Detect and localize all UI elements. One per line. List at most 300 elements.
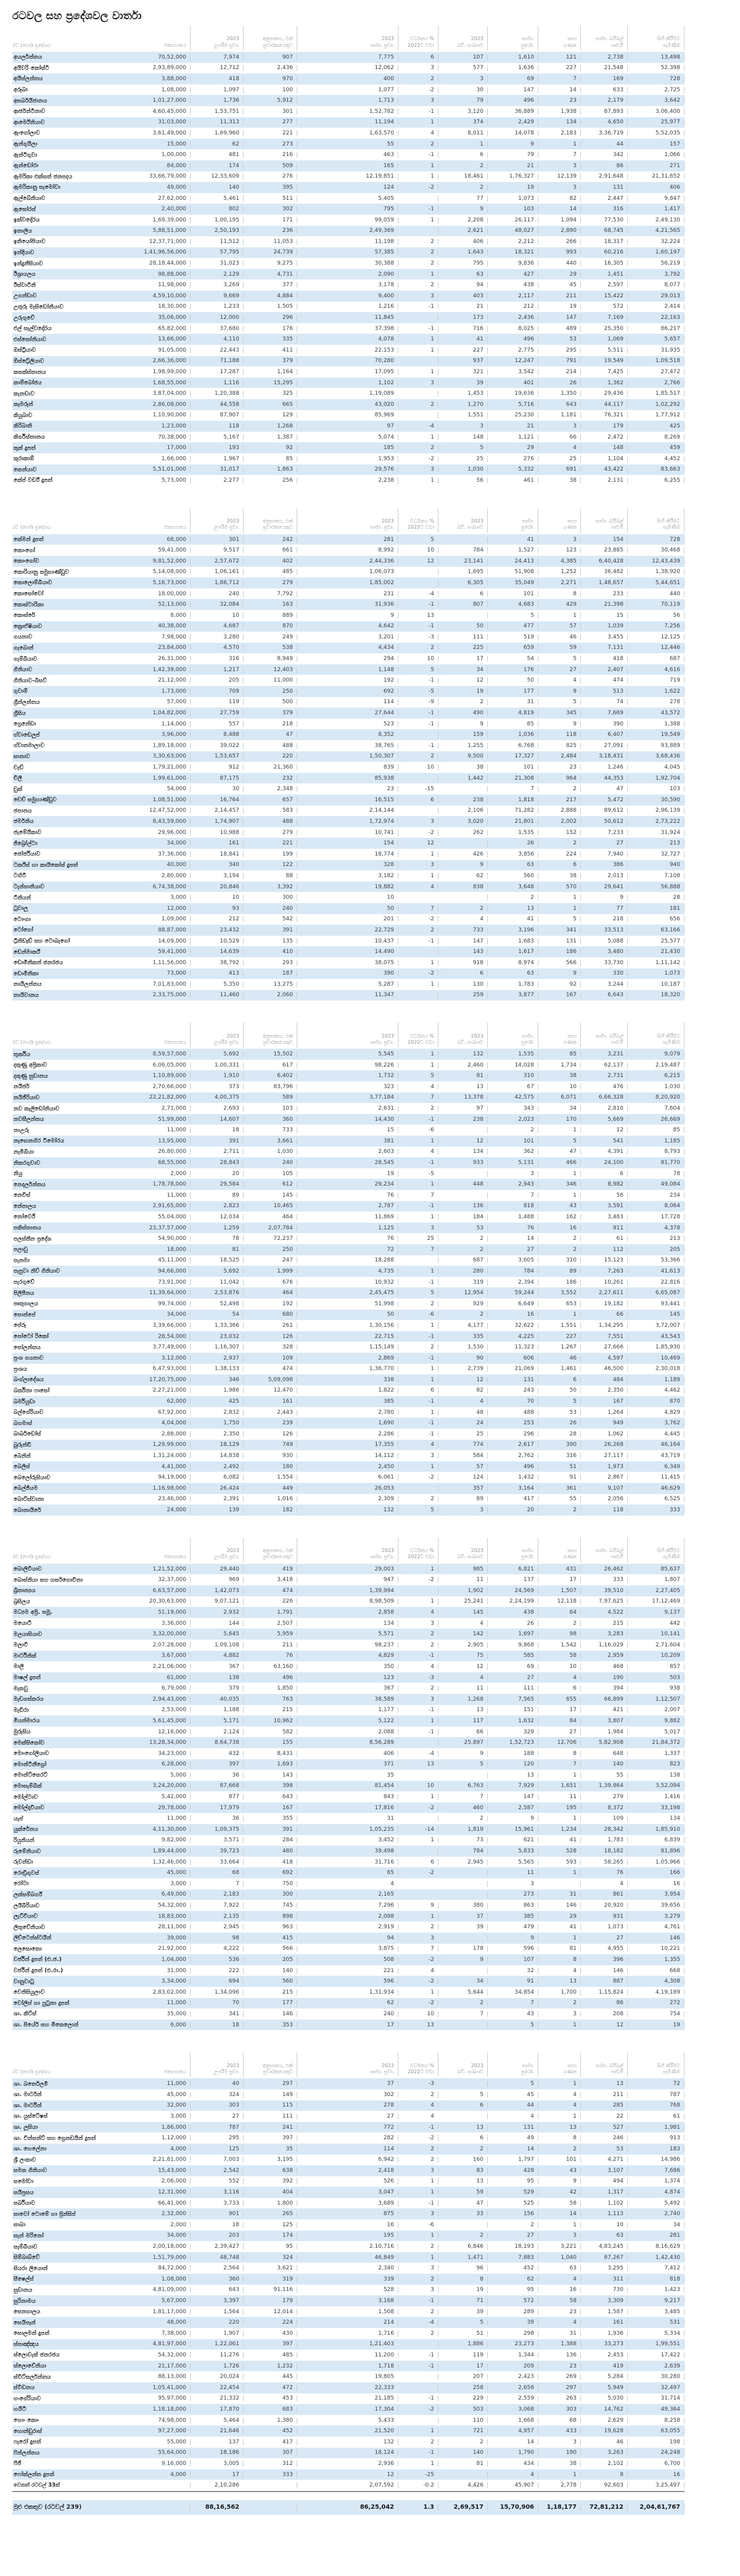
cell-avg-pioneers: 2,394 [487,1279,538,1286]
cell-percent-increase: -4 [398,1751,438,1757]
cell-avg-bible-studies: 10,261 [580,1279,627,1286]
cell-avg-pioneers: 3,164 [487,1485,538,1492]
cell-memorial-attendance: 13,498 [627,54,684,60]
cell-peak-publishers-2023: 54 [190,1311,243,1318]
cell-memorial-attendance: 7,256 [627,623,684,629]
cell-population: 3,87,04,000 [152,390,186,397]
cell-country: රුමේනියාව [14,1847,41,1855]
cell-peak-publishers-2023: 2,492 [190,1464,243,1470]
cell-congregations: 3 [538,423,580,429]
cell-peak-publishers-2023: 536 [190,1957,243,1963]
cell-percent-increase: 5 [398,1290,438,1296]
cell-congregations: 4 [538,2319,580,2326]
cell-avg-bible-studies: 63 [580,2232,627,2239]
cell-population: 1,09,000 [161,916,186,923]
cell-memorial-attendance: 8,16,629 [627,2244,684,2250]
cell-population: 54,000 [166,786,186,793]
cell-avg-publishers-2023: 15 [297,1127,398,1133]
cell-memorial-attendance: 31,714 [627,2395,684,2401]
cell-population: 6,74,38,000 [152,883,186,890]
cell-percent-increase: -2 [398,830,438,836]
cell-population: 34,000 [166,2232,186,2239]
column-header-baptized-2023: 2023 බව්. සංඛ්‍යාව [438,1538,487,1563]
cell-avg-bible-studies: 77 [580,906,627,912]
cell-memorial-attendance: 1,417 [627,206,684,212]
cell-ratio-per-publisher: 24,739 [243,249,297,255]
cell-avg-publishers-2023: 7,296 [297,1902,398,1909]
cell-ratio-per-publisher: 397 [243,2341,297,2347]
cell-avg-pioneers: 34,854 [487,1989,538,1996]
table-row [12,2328,684,2339]
cell-avg-bible-studies: 29,436 [580,390,627,397]
cell-avg-publishers-2023: 282 [297,2135,398,2141]
cell-avg-bible-studies: 167 [580,1398,627,1405]
cell-avg-publishers-2023: 294 [297,656,398,662]
cell-baptized-2023: 6 [438,2102,487,2108]
cell-congregations: 121 [538,54,580,60]
cell-ratio-per-publisher: 11,053 [243,239,297,245]
cell-peak-publishers-2023: 5,167 [190,434,243,440]
cell-avg-bible-studies: 68,745 [580,228,627,234]
cell-avg-pioneers: 1,036 [487,732,538,738]
cell-country: මාලි [14,1663,24,1670]
cell-avg-pioneers: 7,929 [487,1783,538,1789]
cell-memorial-attendance: 1,92,704 [627,775,684,782]
cell-peak-publishers-2023: 1,097 [190,87,243,93]
cell-population: 1,78,78,000 [152,1181,186,1188]
cell-ratio-per-publisher: 143 [243,1772,297,1778]
cell-avg-bible-studies: 418 [580,656,627,662]
cell-avg-pioneers: 1,073 [487,196,538,202]
cell-congregations: 4 [538,1968,580,1974]
cell-avg-publishers-2023: 523 [297,721,398,727]
cell-percent-increase: 4 [398,1149,438,1155]
cell-baptized-2023: 12,954 [438,1290,487,1296]
table-row [12,686,684,697]
cell-avg-publishers-2023: 19,882 [297,884,398,890]
cell-country: ගුවාම් [14,688,28,695]
cell-country: තුර්කිය [14,1051,31,1058]
cell-ratio-per-publisher: 241 [243,2124,297,2131]
column-header-peak-publishers-2023: 2023 උපරිම ප්‍රචා. [190,1538,243,1563]
cell-congregations: 2 [538,1236,580,1242]
cell-avg-bible-studies: 208 [580,2011,627,2017]
cell-peak-publishers-2023: 2,50,193 [190,228,243,234]
cell-country: නෙවිස් [14,1192,30,1199]
cell-avg-bible-studies: 15 [580,613,627,619]
cell-avg-pioneers: 79 [487,152,538,158]
cell-avg-pioneers: 1,488 [487,1214,538,1220]
cell-congregations: 1 [538,2081,580,2087]
cell-peak-publishers-2023: 10 [190,894,243,901]
cell-memorial-attendance: 1,073 [627,970,684,976]
cell-memorial-attendance: 440 [627,591,684,597]
cell-memorial-attendance: 14,986 [627,2157,684,2163]
cell-avg-pioneers: 7,565 [487,1696,538,1703]
cell-country: ඉන්දියාව [14,249,35,256]
cell-baptized-2023: 2,621 [438,228,487,234]
cell-avg-publishers-2023: 31 [297,1815,398,1822]
cell-peak-publishers-2023: 11,460 [190,992,243,998]
cell-avg-pioneers: 596 [487,1946,538,1952]
cell-percent-increase: -1 [398,721,438,727]
cell-congregations: 57 [538,623,580,629]
cell-avg-pioneers: 3,542 [487,369,538,375]
cell-memorial-attendance: 9,079 [627,1051,684,1057]
cell-avg-publishers-2023: 875 [297,2211,398,2217]
cell-percent-increase: 1 [398,477,438,484]
cell-baptized-2023: 4,177 [438,1323,487,1329]
cell-peak-publishers-2023: 16,764 [190,797,243,803]
cell-avg-pioneers: 5 [487,2081,538,2087]
table-row [12,740,684,751]
cell-memorial-attendance: 17,12,469 [627,1598,684,1604]
cell-avg-pioneers: 560 [487,873,538,879]
table-row [12,1954,684,1965]
cell-avg-bible-studies: 14,762 [580,2406,627,2413]
cell-percent-increase: 4 [398,1084,438,1090]
cell-population: 84,72,000 [158,2265,186,2272]
cell-percent-increase: 1 [398,1794,438,1800]
cell-avg-pioneers: 4 [487,2472,538,2478]
cell-memorial-attendance: 2,414 [627,303,684,310]
cell-population: 94,66,000 [158,1268,186,1274]
cell-baptized-2023: 3,120 [438,109,487,115]
cell-avg-bible-studies: 1,069 [580,336,627,342]
cell-congregations: 429 [538,601,580,608]
cell-percent-increase: 7 [398,906,438,912]
cell-memorial-attendance: 9,137 [627,1609,684,1616]
cell-population: 3,000 [170,2113,186,2120]
cell-memorial-attendance: 1,85,930 [627,1344,684,1350]
cell-memorial-attendance: 1,374 [627,2178,684,2184]
cell-avg-publishers-2023: 3,047 [297,2189,398,2195]
cell-percent-increase: -2 [398,2135,438,2141]
cell-avg-publishers-2023: 3,77,184 [297,1094,398,1100]
cell-country: ෆෝක්ලන්ත දුපත් [14,2471,54,2479]
cell-avg-bible-studies: 2,447 [580,196,627,202]
cell-congregations: 46 [538,634,580,640]
cell-memorial-attendance: 2,19,487 [627,1062,684,1068]
cell-country: සයිප්‍රසය [14,2189,34,2196]
cell-population: 1,08,000 [161,86,186,93]
cell-memorial-attendance: 18,320 [627,992,684,998]
table-row [12,139,684,150]
table-row [12,1813,684,1824]
cell-avg-bible-studies: 131 [580,184,627,191]
cell-country: පැපුවා නිව් ගිනියාව [14,1268,60,1275]
cell-peak-publishers-2023: 1,907 [190,2330,243,2337]
cell-population: 1,00,000 [161,152,186,159]
cell-population: 6,28,000 [161,1761,186,1768]
cell-population: 34,000 [166,840,186,847]
cell-avg-publishers-2023: 947 [297,1577,398,1583]
cell-peak-publishers-2023: 9,07,121 [190,1598,243,1604]
cell-avg-publishers-2023: 31,936 [297,601,398,608]
cell-population: 54,32,000 [158,1902,186,1909]
cell-population: 1,86,000 [161,2124,186,2131]
cell-congregations: 38 [538,1073,580,1079]
cell-avg-publishers-2023: 5,287 [297,981,398,988]
column-header-avg-pioneers: සාමා. පුරෝ. [487,2052,538,2077]
cell-ratio-per-publisher: 2,507 [243,1620,297,1627]
cell-country: හොන්ඩුරාස් [14,2427,42,2435]
table-row [12,1791,684,1802]
cell-baptized-2023: 1,530 [438,1344,487,1350]
cell-ratio-per-publisher: 325 [243,390,297,397]
cell-avg-bible-studies: 6,643 [580,992,627,998]
cell-memorial-attendance: 93,441 [627,1301,684,1307]
cell-population: 34,000 [166,1311,186,1318]
cell-avg-publishers-2023: 2,340 [297,2265,398,2271]
cell-percent-increase: -1 [398,1431,438,1437]
cell-avg-bible-studies: 394 [580,1685,627,1691]
cell-avg-bible-studies: 7,97,625 [580,1598,627,1604]
cell-population: 1,10,89,000 [152,1073,186,1080]
cell-percent-increase: -1 [398,1420,438,1426]
cell-congregations: 691 [538,466,580,473]
cell-baptized-2023: 140 [438,2450,487,2456]
table-row [12,1911,684,1922]
cell-avg-bible-studies: 86 [580,2000,627,2006]
cell-percent-increase: 1 [398,434,438,440]
cell-ratio-per-publisher: 12,403 [243,667,297,673]
cell-percent-increase: -1 [398,2450,438,2456]
cell-ratio-per-publisher: 10,962 [243,1718,297,1724]
cell-percent-increase: -2 [398,970,438,976]
cell-avg-bible-studies: 77,530 [580,217,627,223]
table-row [12,2252,684,2263]
cell-memorial-attendance: 56,219 [627,260,684,266]
cell-congregations: 440 [538,260,580,266]
table-row [12,356,684,367]
cell-memorial-attendance: 3,954 [627,1891,684,1897]
cell-percent-increase: 3 [398,819,438,825]
cell-avg-bible-studies: 1,246 [580,764,627,770]
cell-congregations: 1 [538,2222,580,2228]
cell-baptized-2023: 687 [438,1257,487,1263]
cell-population: 23,46,000 [158,1496,186,1503]
cell-memorial-attendance: 12,43,439 [627,558,684,564]
cell-avg-bible-studies: 89,612 [580,807,627,814]
cell-baptized-2023: 96 [438,2265,487,2271]
cell-ratio-per-publisher: 480 [243,1848,297,1854]
cell-congregations: 101 [538,2157,580,2163]
column-header-row [12,2052,684,2077]
cell-percent-increase: 1 [398,1598,438,1604]
table-row [12,1418,684,1429]
table-row [12,1287,684,1298]
cell-memorial-attendance: 4,445 [627,1431,684,1437]
cell-country: ග්වාතමාලාව [14,742,44,749]
cell-population: 1,04,82,000 [152,710,186,717]
cell-peak-publishers-2023: 240 [190,591,243,597]
cell-baptized-2023: 3 [438,76,487,82]
cell-country: ශා. වින්සන්ට් සහ ග්‍රෙනඩයින් දුපත් [14,2134,96,2142]
cell-percent-increase: 2 [398,1344,438,1350]
cell-memorial-attendance: 43,543 [627,1334,684,1340]
cell-ratio-per-publisher: 665 [243,402,297,408]
cell-avg-publishers-2023: 201 [297,916,398,922]
cell-peak-publishers-2023: 2,57,672 [190,558,243,564]
cell-memorial-attendance: 61 [627,2113,684,2120]
cell-congregations: 19 [538,303,580,310]
table-row [12,545,684,556]
cell-avg-bible-studies: 5,030 [580,2395,627,2401]
cell-baptized-2023: 6,846 [438,2244,487,2250]
cell-population: 59,41,000 [158,949,186,956]
cell-congregations: 6,071 [538,1094,580,1100]
cell-peak-publishers-2023: 23,032 [190,1334,243,1340]
cell-peak-publishers-2023: 901 [190,2211,243,2217]
cell-memorial-attendance: 4,308 [627,1978,684,1984]
cell-avg-bible-studies: 1,39,864 [580,1783,627,1789]
cell-percent-increase: -14 [398,1827,438,1833]
table-row [12,1342,684,1353]
cell-memorial-attendance: 5,657 [627,336,684,342]
cell-percent-increase: 1 [398,981,438,988]
cell-baptized-2023: 1,695 [438,569,487,575]
cell-ratio-per-publisher: 538 [243,645,297,651]
column-header-memorial-attendance: සිහි කිරීමට පැමිණීම [627,2052,684,2077]
cell-avg-pioneers: 2 [487,2222,538,2228]
cell-avg-bible-studies: 15,123 [580,1257,627,1263]
cell-avg-pioneers: 2,212 [487,239,538,245]
cell-baptized-2023: 1,268 [438,1696,487,1703]
cell-avg-bible-studies: 7,131 [580,645,627,651]
cell-avg-pioneers: 19,636 [487,390,538,397]
cell-peak-publishers-2023: 140 [190,184,243,191]
cell-avg-bible-studies: 92,603 [580,2482,627,2488]
table-row [12,697,684,708]
cell-congregations: 85 [538,1051,580,1057]
cell-percent-increase: 25 [398,1236,438,1242]
cell-baptized-2023: 97 [438,1105,487,1112]
cell-congregations: 3 [538,2439,580,2445]
cell-memorial-attendance: 8,20,920 [627,1094,684,1100]
cell-population: 1,79,21,000 [152,764,186,771]
table-row [12,2219,684,2231]
cell-congregations: 152 [538,830,580,836]
cell-country: ඩොමිනිකා [14,970,39,977]
cell-ratio-per-publisher: 300 [243,894,297,901]
cell-percent-increase: -6 [398,1127,438,1133]
cell-memorial-attendance: 49,084 [627,1181,684,1187]
cell-avg-bible-studies: 55 [580,1772,627,1778]
cell-avg-bible-studies: 476 [580,1084,627,1090]
table-row [12,1661,684,1672]
cell-peak-publishers-2023: 4,570 [190,645,243,651]
cell-country: නැඟෙනහිර ටීමෝරය [14,1137,65,1145]
cell-ratio-per-publisher: 509 [243,163,297,169]
cell-population: 18,83,000 [158,1913,186,1920]
cell-baptized-2023: 321 [438,369,487,375]
cell-percent-increase: 1 [398,873,438,879]
table-row [12,751,684,762]
cell-population: 1,99,61,000 [152,775,186,782]
cell-ratio-per-publisher: 103 [243,1105,297,1112]
cell-congregations: 91 [538,1474,580,1480]
cell-ratio-per-publisher: 360 [243,1117,297,1123]
table-row [12,2111,684,2122]
cell-memorial-attendance: 3,68,436 [627,753,684,759]
cell-percent-increase: 10 [398,547,438,553]
cell-memorial-attendance: 3,06,400 [627,109,684,115]
cell-ratio-per-publisher: 296 [243,315,297,321]
cell-country: කොසෝවෝ [14,590,44,598]
cell-congregations: 17 [538,1707,580,1713]
cell-country: ගයනාව [14,634,33,641]
cell-population: 65,82,000 [158,325,186,332]
cell-percent-increase: 2 [398,1685,438,1691]
cell-avg-bible-studies: 76,321 [580,412,627,418]
cell-percent-increase: 6 [398,54,438,60]
cell-country: මුරුසිය [14,1728,31,1736]
cell-memorial-attendance: 1,066 [627,152,684,158]
cell-country: බෙනින් [14,1452,31,1459]
cell-percent-increase: -5 [398,688,438,695]
cell-ratio-per-publisher: 404 [243,2189,297,2195]
cell-country: ශා. පියේර් සහ මීකෙලොන් [14,2021,79,2029]
cell-peak-publishers-2023: 18 [190,2022,243,2028]
cell-baptized-2023: 229 [438,2395,487,2401]
column-header-percent-increase: වර්ධනය % 2022ට වඩා [398,1023,438,1047]
cell-percent-increase: -9 [398,699,438,705]
column-header-country: රට (හෝ) ප්‍රදේශය [12,1039,51,1045]
cell-peak-publishers-2023: 98 [190,1935,243,1941]
cell-baptized-2023: 17 [438,656,487,662]
cell-avg-pioneers: 23,273 [487,2341,538,2347]
cell-avg-publishers-2023: 2,418 [297,2168,398,2174]
cell-avg-publishers-2023: 35 [297,1772,398,1778]
cell-avg-bible-studies: 2,472 [580,434,627,440]
cell-peak-publishers-2023: 27,759 [190,710,243,716]
table-row [12,1364,684,1375]
cell-baptized-2023: 774 [438,1442,487,1448]
cell-avg-pioneers: 1,632 [487,1718,538,1724]
cell-baptized-2023: 1,453 [438,390,487,397]
cell-country: ගැබොන් [14,644,34,651]
cell-avg-pioneers: 3 [487,1171,538,1177]
cell-peak-publishers-2023: 8,64,738 [190,1740,243,1746]
cell-percent-increase: -4 [398,2319,438,2326]
cell-avg-bible-studies: 21,398 [580,601,627,608]
cell-memorial-attendance: 425 [627,423,684,429]
cell-percent-increase: -4 [398,423,438,429]
cell-congregations: 593 [538,1859,580,1865]
cell-percent-increase: 2 [398,141,438,147]
cell-avg-pioneers: 7 [487,786,538,792]
cell-country: බ්‍රසිලය [14,1598,30,1605]
cell-ratio-per-publisher: 661 [243,547,297,553]
cell-country: මෙක්සිකෝව [14,1739,45,1746]
cell-peak-publishers-2023: 1,217 [190,667,243,673]
cell-avg-pioneers: 253 [487,1420,538,1426]
column-header-percent-increase: වර්ධනය % 2022ට වඩා [398,2052,438,2077]
cell-avg-publishers-2023: 692 [297,688,398,695]
cell-congregations: 1 [538,2472,580,2478]
cell-avg-pioneers: 4,683 [487,601,538,608]
cell-memorial-attendance: 19 [627,2022,684,2028]
cell-peak-publishers-2023: 138 [190,1675,243,1681]
cell-ratio-per-publisher: 35 [243,2146,297,2152]
cell-avg-pioneers: 438 [487,282,538,288]
cell-percent-increase: 10 [398,656,438,662]
cell-peak-publishers-2023: 11,276 [190,2352,243,2358]
cell-ratio-per-publisher: 126 [243,1431,297,1437]
cell-peak-publishers-2023: 1,116 [190,380,243,386]
cell-avg-pioneers: 519 [487,634,538,640]
